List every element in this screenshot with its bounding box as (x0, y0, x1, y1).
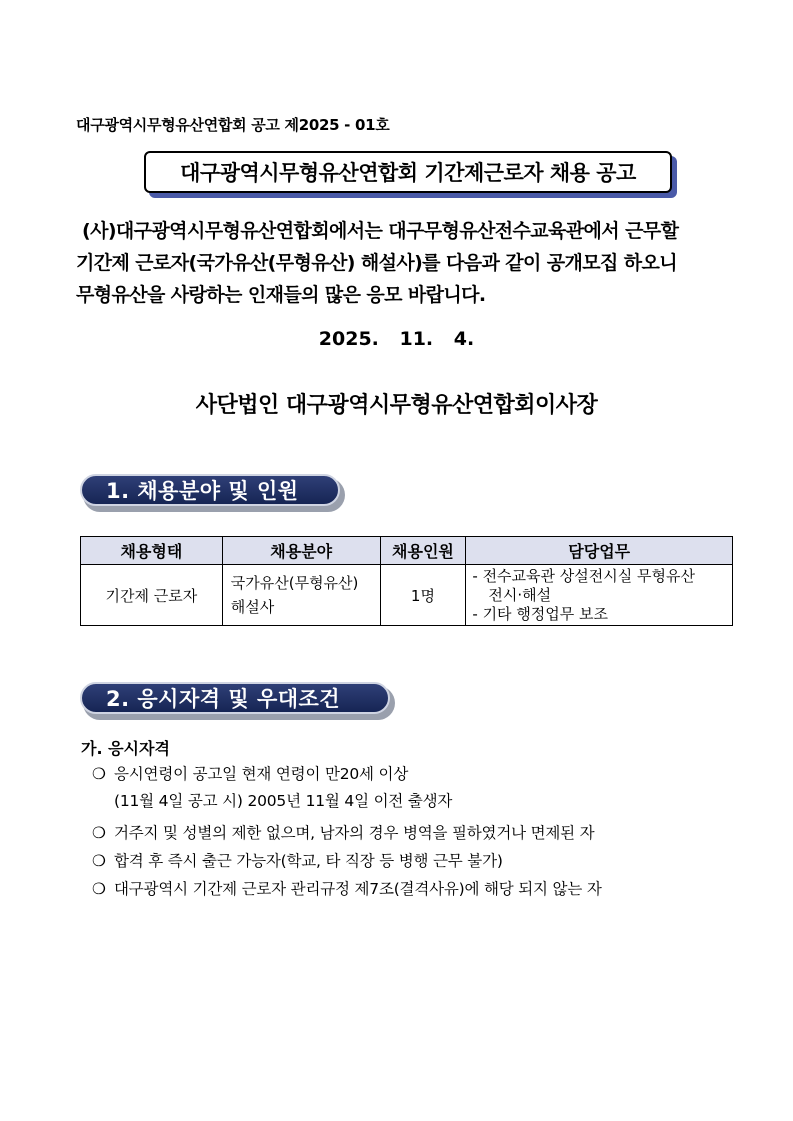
notice-date: 2025. 11. 4. (318, 328, 475, 350)
circle-bullet-icon: ❍ (92, 880, 106, 898)
duty-2: - 기타 행정업무 보조 (472, 604, 609, 623)
cell-field (222, 565, 380, 626)
table-row (81, 565, 733, 626)
notice-number: 대구광역시무형유산연합회 공고 제2025 - 01호 (76, 116, 390, 134)
section-1-label: 1. 채용분야 및 인원 (80, 474, 340, 506)
list-item-continuation: (11월 4일 공고 시) 2005년 11월 4일 이전 출생자 (114, 792, 453, 810)
title-banner (144, 151, 672, 193)
duty-1-line-2: 전시·해설 (488, 585, 552, 604)
duty-1-line-1: - 전수교육관 상설전시실 무형유산 (472, 566, 695, 585)
circle-bullet-icon: ❍ (92, 824, 106, 842)
list-item (92, 849, 503, 873)
table-header-row (81, 537, 733, 565)
list-item (92, 821, 594, 845)
circle-bullet-icon: ❍ (92, 852, 106, 870)
section-2-heading (80, 682, 394, 718)
header-field: 채용분야 (222, 537, 380, 565)
cell-duty (466, 565, 733, 626)
header-type: 채용형태 (81, 537, 223, 565)
intro-line-3: 무형유산을 사랑하는 인재들의 많은 응모 바랍니다. (76, 284, 486, 306)
header-count: 채용인원 (380, 537, 466, 565)
list-item-text: 대구광역시 기간제 근로자 관리규정 제7조(결격사유)에 해당 되지 않는 자 (114, 880, 602, 898)
section-2-label: 2. 응시자격 및 우대조건 (80, 682, 390, 714)
list-item-text: 응시연령이 공고일 현재 연령이 만20세 이상 (114, 765, 409, 783)
recruit-table (80, 536, 733, 626)
cell-count: 1명 (380, 565, 466, 626)
qualification-subheading: 가. 응시자격 (81, 739, 170, 758)
page-title: 대구광역시무형유산연합회 기간제근로자 채용 공고 (144, 151, 672, 193)
organization-name: 사단법인 대구광역시무형유산연합회이사장 (195, 393, 598, 418)
list-item (92, 762, 408, 786)
intro-line-1: (사)대구광역시무형유산연합회에서는 대구무형유산전수교육관에서 근무할 (82, 220, 679, 242)
list-item-text: 합격 후 즉시 출근 가능자(학교, 타 직장 등 병행 근무 불가) (114, 852, 503, 870)
cell-type: 기간제 근로자 (81, 565, 223, 626)
field-line-2: 해설사 (230, 598, 275, 616)
field-line-1: 국가유산(무형유산) (230, 574, 359, 592)
intro-line-2: 기간제 근로자(국가유산(무형유산) 해설사)를 다음과 같이 공개모집 하오니 (76, 252, 678, 274)
list-item (92, 877, 602, 901)
header-duty: 담당업무 (466, 537, 733, 565)
circle-bullet-icon: ❍ (92, 765, 106, 783)
intro-paragraph (76, 215, 726, 311)
list-item-text: 거주지 및 성별의 제한 없으며, 남자의 경우 병역을 필하였거나 면제된 자 (114, 824, 595, 842)
section-1-heading (80, 474, 344, 510)
